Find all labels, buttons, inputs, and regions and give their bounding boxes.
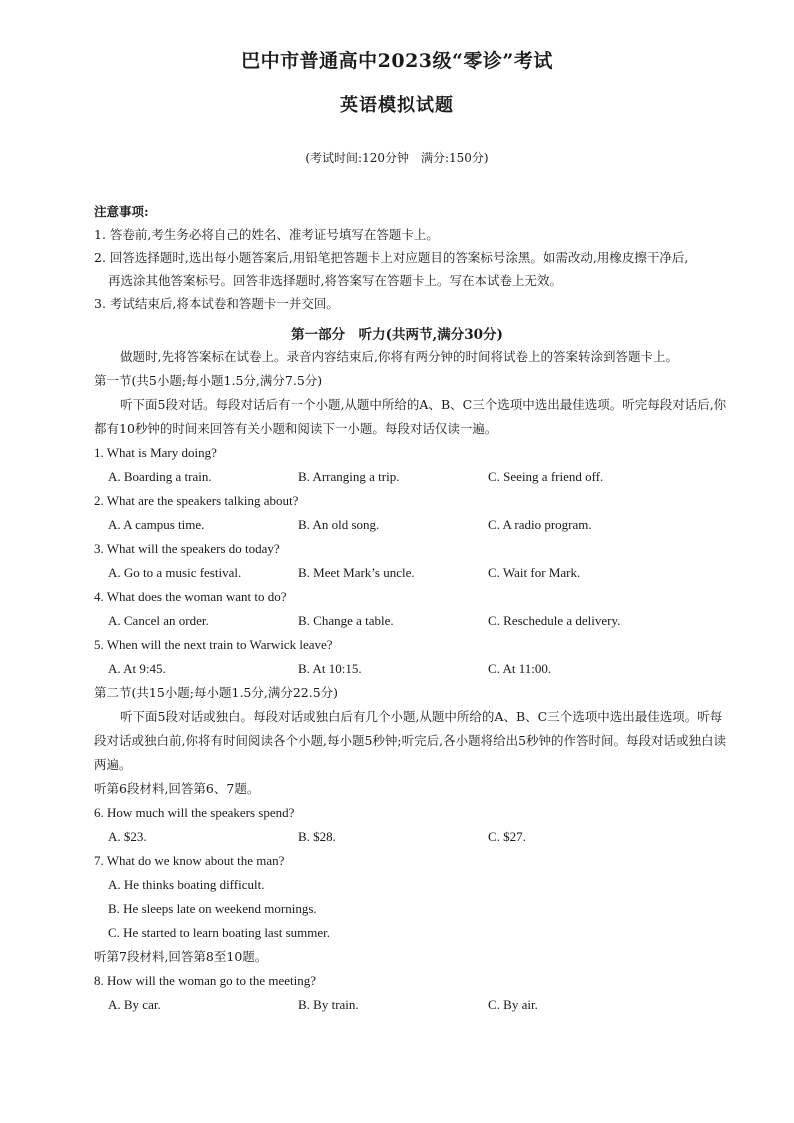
question-8: 8. How will the woman go to the meeting?: [94, 973, 317, 988]
options-5: [94, 657, 734, 681]
exam-info: (考试时间:120分钟 满分:150分): [305, 151, 489, 165]
option-a: A. By car.: [108, 997, 161, 1012]
question-4: 4. What does the woman want to do?: [94, 589, 287, 604]
option-c: C. $27.: [488, 829, 526, 844]
option-c: C. He started to learn boating last summer.: [108, 925, 331, 940]
option-a: A. At 9:45.: [108, 661, 166, 676]
options-1: [94, 465, 734, 489]
section1-intro: 听下面5段对话。每段对话后有一个小题,从题中所给的A、B、C三个选项中选出最佳选项。听完每段对话后,你都有10秒钟的时间来回答有关小题和阅读下一小题。每段对话仅读一遍。: [94, 397, 727, 436]
option-b: B. At 10:15.: [298, 661, 362, 676]
part1-intro: 做题时,先将答案标在试卷上。录音内容结束后,你将有两分钟的时间将试卷上的答案转涂到答题卡上。: [120, 349, 678, 364]
option-b: B. Change a table.: [298, 613, 394, 628]
options-6: [94, 825, 734, 849]
exam-subtitle: 英语模拟试题: [340, 95, 454, 116]
material-7-instruction: 听第7段材料,回答第8至10题。: [94, 949, 268, 964]
exam-title: 巴中市普通高中2023级“零诊”考试: [241, 50, 553, 72]
question-7: 7. What do we know about the man?: [94, 853, 285, 868]
option-b: B. An old song.: [298, 517, 380, 532]
option-b: B. Arranging a trip.: [298, 469, 400, 484]
note-item: 2. 回答选择题时,选出每小题答案后,用铅笔把答题卡上对应题目的答案标号涂黑。如需改动,用橡皮擦干净后,: [94, 250, 689, 265]
options-3: [94, 561, 734, 585]
section2-intro: 听下面5段对话或独白。每段对话或独白后有几个小题,从题中所给的A、B、C三个选项中选出最佳选项。听每段对话或独白前,你将有时间阅读各个小题,每小题5秒钟;听完后,各小题将给出5秒钟的作答时间。每段对话或独白读两遍。: [94, 709, 727, 772]
option-a: A. He thinks boating difficult.: [108, 877, 265, 892]
question-6: 6. How much will the speakers spend?: [94, 805, 295, 820]
material-6-instruction: 听第6段材料,回答第6、7题。: [94, 781, 260, 796]
note-item: 3. 考试结束后,将本试卷和答题卡一并交回。: [94, 296, 339, 311]
note-item: 再选涂其他答案标号。回答非选择题时,将答案写在答题卡上。写在本试卷上无效。: [108, 273, 562, 288]
option-c: C. By air.: [488, 997, 538, 1012]
option-b: B. Meet Mark’s uncle.: [298, 565, 415, 580]
notes-heading: 注意事项:: [94, 204, 149, 219]
notes-block: [94, 200, 734, 315]
section2-heading: 第二节(共15小题;每小题1.5分,满分22.5分): [94, 685, 339, 700]
option-c: C. Wait for Mark.: [488, 565, 581, 580]
option-a: A. A campus time.: [108, 517, 205, 532]
option-a: A. Boarding a train.: [108, 469, 212, 484]
option-b: B. $28.: [298, 829, 336, 844]
question-5: 5. When will the next train to Warwick leave?: [94, 637, 333, 652]
question-1: 1. What is Mary doing?: [94, 445, 217, 460]
section1-heading: 第一节(共5小题;每小题1.5分,满分7.5分): [94, 373, 323, 388]
option-a: A. Cancel an order.: [108, 613, 209, 628]
option-a: A. Go to a music festival.: [108, 565, 242, 580]
part1-body: [94, 345, 734, 1017]
note-item: 1. 答卷前,考生务必将自己的姓名、准考证号填写在答题卡上。: [94, 227, 439, 242]
part1-title: 第一部分 听力(共两节,满分30分): [291, 327, 503, 343]
option-c: C. Seeing a friend off.: [488, 469, 604, 484]
question-3: 3. What will the speakers do today?: [94, 541, 280, 556]
options-8: [94, 993, 734, 1017]
option-c: C. Reschedule a delivery.: [488, 613, 621, 628]
option-b: B. By train.: [298, 997, 359, 1012]
option-c: C. At 11:00.: [488, 661, 552, 676]
options-2: [94, 513, 734, 537]
options-4: [94, 609, 734, 633]
option-c: C. A radio program.: [488, 517, 592, 532]
question-2: 2. What are the speakers talking about?: [94, 493, 299, 508]
option-a: A. $23.: [108, 829, 147, 844]
option-b: B. He sleeps late on weekend mornings.: [108, 901, 317, 916]
